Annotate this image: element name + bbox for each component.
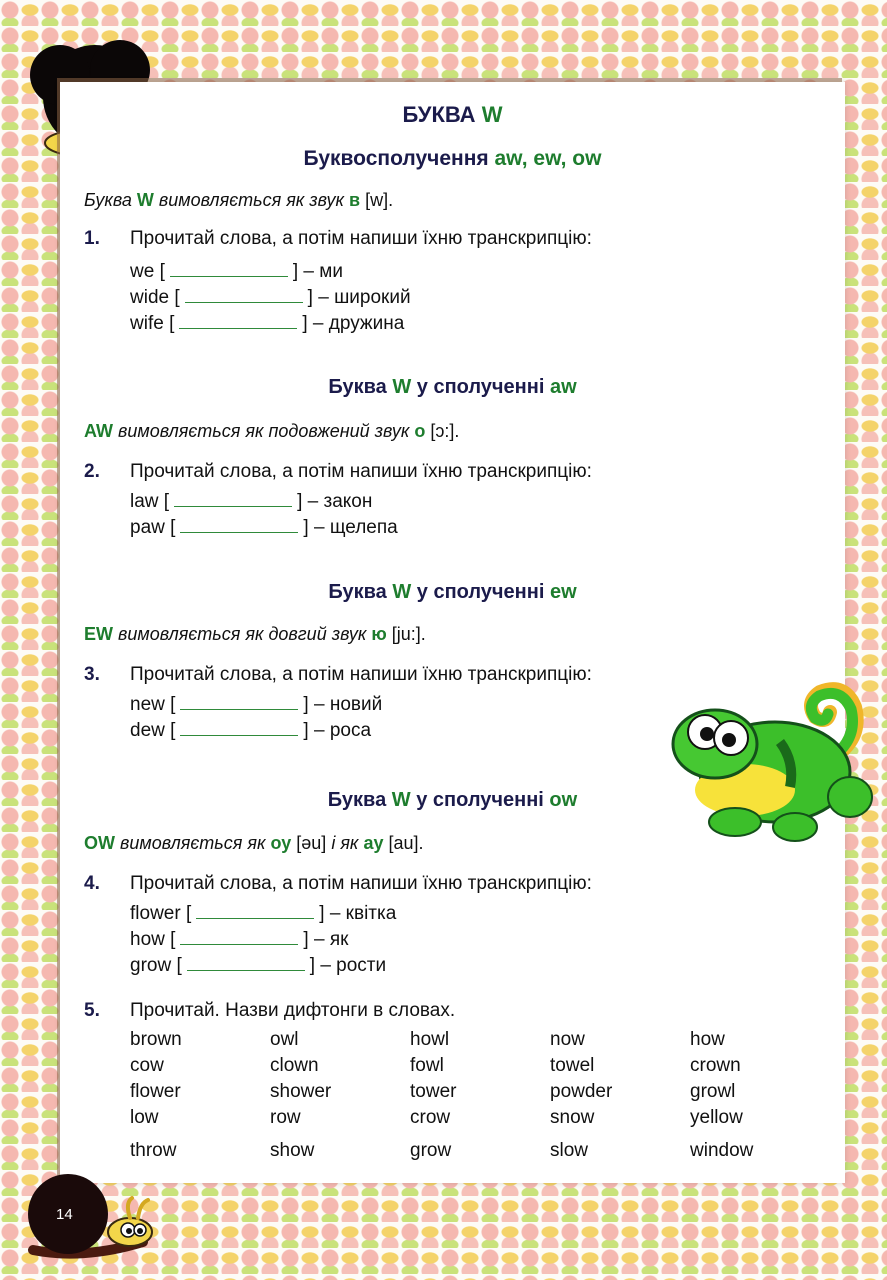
word-item: wide [ ] – широкий <box>130 287 411 308</box>
grid-word: tower <box>410 1081 457 1102</box>
rule-ipa: [w]. <box>365 190 394 210</box>
word-item: grow [ ] – рости <box>130 955 387 976</box>
intro-rule <box>84 190 393 211</box>
exercise-number: 3. <box>84 664 100 685</box>
section-heading-aw: Буква W у сполученні aw <box>328 376 577 398</box>
section-heading-ow: Буква W у сполученні ow <box>327 789 578 811</box>
transcription-blank[interactable] <box>180 518 298 533</box>
chameleon-illustration-icon <box>665 672 880 847</box>
grid-word: throw <box>130 1140 177 1161</box>
grid-word: how <box>690 1029 725 1050</box>
instruction-text: Прочитай слова, а потім напиши їхню транскрипцію: <box>130 228 592 249</box>
word-item: we [ ] – ми <box>130 261 343 282</box>
grid-word: owl <box>270 1029 299 1050</box>
transcription-blank[interactable] <box>170 262 288 277</box>
grid-word: powder <box>550 1081 613 1102</box>
word-item: wife [ ] – дружина <box>130 313 405 334</box>
rule-sound: в <box>349 190 361 210</box>
grid-word: yellow <box>690 1107 743 1128</box>
word-item: new [ ] – новий <box>130 694 383 715</box>
page-title <box>60 102 845 128</box>
grid-word: crow <box>410 1107 451 1128</box>
instruction-text: Прочитай слова, а потім напиши їхню транскрипцію: <box>130 873 592 894</box>
grid-word: fowl <box>410 1055 444 1076</box>
grid-word: clown <box>270 1055 319 1076</box>
exercise-number: 4. <box>84 873 100 894</box>
instruction-text: Прочитай. Назви дифтонги в словах. <box>130 1000 456 1021</box>
grid-word: snow <box>550 1107 595 1128</box>
exercise-4-instruction <box>84 873 592 895</box>
section-heading-ew: Буква W у сполученні ew <box>328 581 577 603</box>
rule-aw: AW вимовляється як подовжений звук о [ɔ:]. <box>84 421 460 441</box>
transcription-blank[interactable] <box>180 721 298 736</box>
exercise-1-instruction <box>84 228 592 250</box>
rule-ew: EW вимовляється як довгий звук ю [ju:]. <box>84 624 426 644</box>
grid-word: brown <box>130 1029 182 1050</box>
exercise-number: 5. <box>84 1000 100 1021</box>
exercise-5-instruction <box>84 1000 455 1022</box>
title-prefix: БУКВА <box>402 102 476 127</box>
exercise-number: 1. <box>84 228 100 249</box>
grid-word: window <box>690 1140 754 1161</box>
exercise-2-instruction <box>84 461 592 483</box>
exercise-number: 2. <box>84 461 100 482</box>
transcription-blank[interactable] <box>187 956 305 971</box>
grid-word: slow <box>550 1140 589 1161</box>
word-item: how [ ] – як <box>130 929 349 950</box>
transcription-blank[interactable] <box>180 695 298 710</box>
title-letter: W <box>481 102 503 127</box>
transcription-blank[interactable] <box>179 314 297 329</box>
worksheet-panel <box>60 82 845 1183</box>
transcription-blank[interactable] <box>185 288 303 303</box>
grid-word: towel <box>550 1055 595 1076</box>
grid-word: crown <box>690 1055 741 1076</box>
subtitle-prefix: Буквосполучення <box>303 147 489 170</box>
page-subtitle <box>60 147 845 171</box>
rule-ow: OW вимовляється як оу [əu] і як ау [au]. <box>84 833 424 853</box>
exercise-3-items <box>130 692 382 744</box>
word-item: law [ ] – закон <box>130 491 373 512</box>
rule-text: вимовляється як звук <box>158 190 344 210</box>
transcription-blank[interactable] <box>180 930 298 945</box>
grid-word: cow <box>130 1055 164 1076</box>
word-item: dew [ ] – роса <box>130 720 372 741</box>
subtitle-combos: aw, ew, ow <box>494 147 602 170</box>
word-item: flower [ ] – квітка <box>130 903 397 924</box>
grid-word: low <box>130 1107 159 1128</box>
word-item: paw [ ] – щелепа <box>130 517 398 538</box>
instruction-text: Прочитай слова, а потім напиши їхню транскрипцію: <box>130 664 592 685</box>
grid-word: grow <box>410 1140 452 1161</box>
exercise-1-items <box>130 259 411 337</box>
transcription-blank[interactable] <box>196 904 314 919</box>
instruction-text: Прочитай слова, а потім напиши їхню транскрипцію: <box>130 461 592 482</box>
exercise-2-items <box>130 489 398 541</box>
grid-word: howl <box>410 1029 450 1050</box>
exercise-4-items <box>130 901 396 979</box>
exercise-3-instruction <box>84 664 592 686</box>
grid-word: shower <box>270 1081 332 1102</box>
grid-word: row <box>270 1107 301 1128</box>
grid-word: growl <box>690 1081 736 1102</box>
rule-letter: W <box>136 190 154 210</box>
diphthong-word-grid <box>130 1027 830 1165</box>
grid-word: flower <box>130 1081 181 1102</box>
grid-word: show <box>270 1140 315 1161</box>
rule-text: Буква <box>84 190 132 210</box>
transcription-blank[interactable] <box>174 492 292 507</box>
snail-illustration-icon <box>18 1170 153 1260</box>
page-number: 14 <box>56 1206 73 1223</box>
grid-word: now <box>550 1029 585 1050</box>
